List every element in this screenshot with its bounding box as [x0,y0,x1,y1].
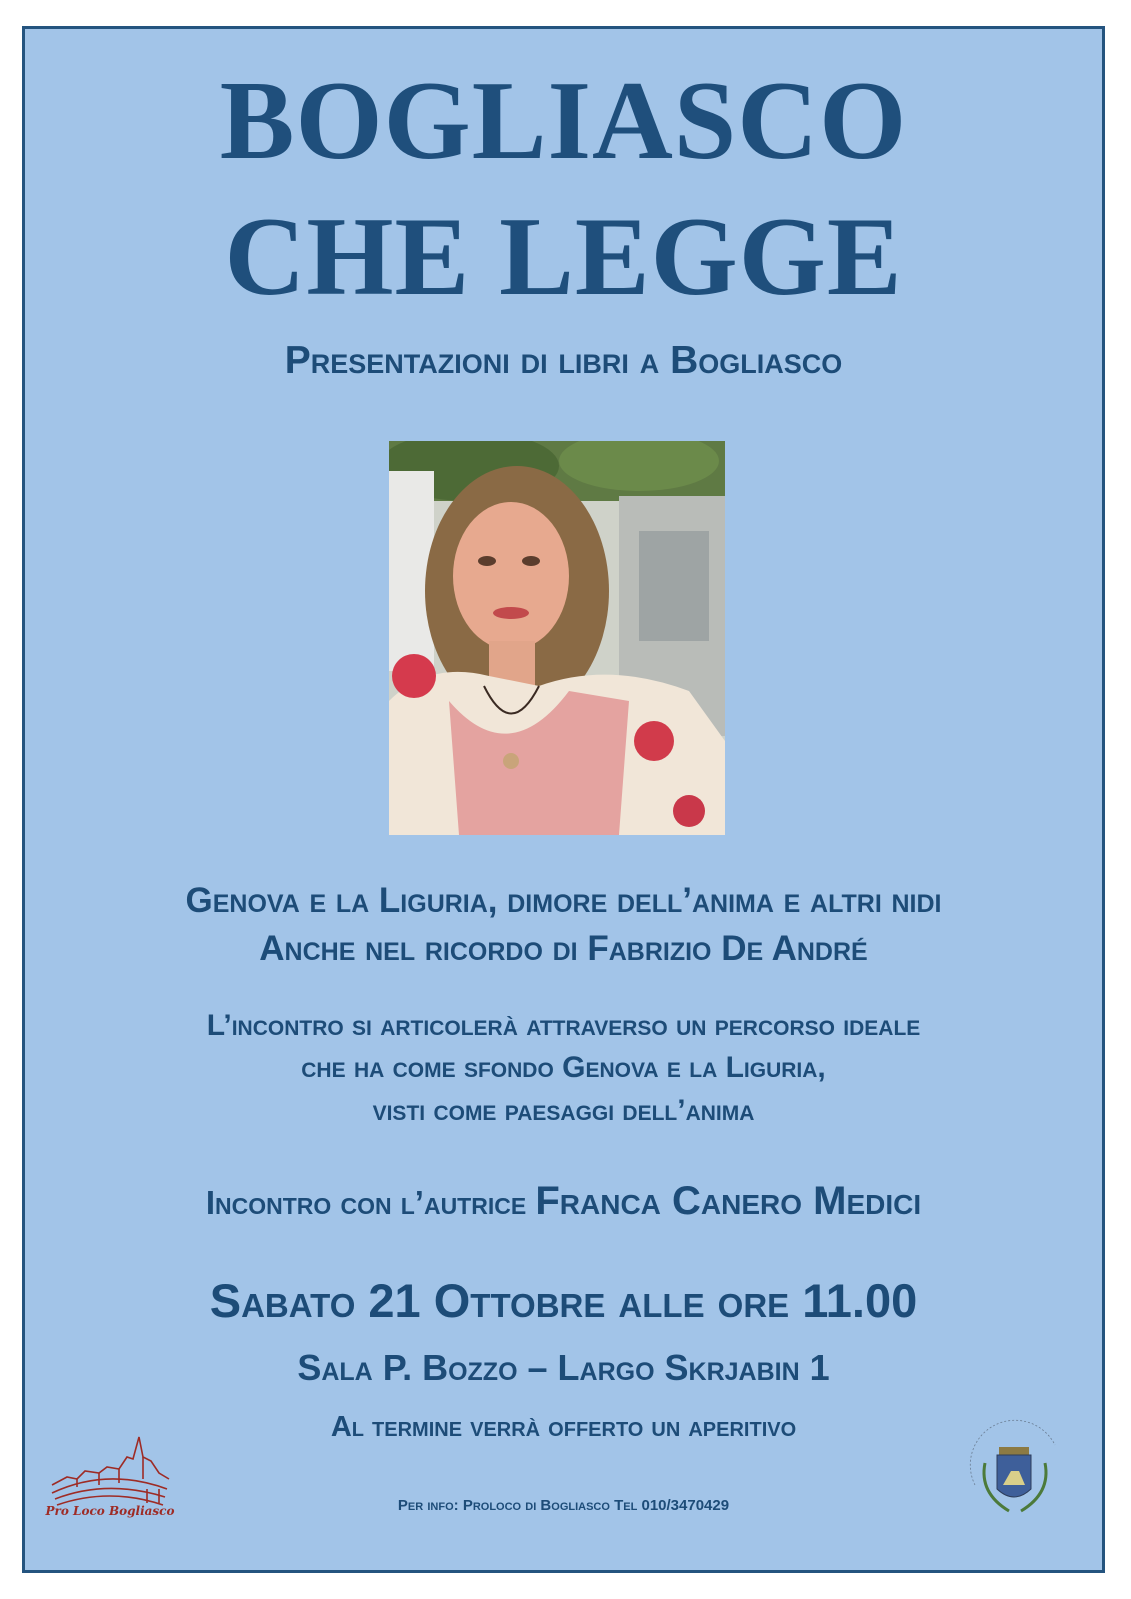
poster-subtitle: Presentazioni di libri a Bogliasco [284,339,843,382]
contact-info: Per info: Proloco di Bogliasco Tel 010/3470429 [397,1497,730,1514]
description-line3: visti come paesaggi dell’anima [372,1094,755,1127]
author-photo [389,441,725,835]
author-line [25,1179,1102,1224]
pro-loco-logo-text: Pro Loco Bogliasco [45,1504,175,1518]
event-venue: Sala P. Bozzo – Largo Skrjabin 1 [297,1347,830,1388]
book-title-line2: Anche nel ricordo di Fabrizio De André [259,929,868,968]
description-line1: L’incontro si articolerà attraverso un percorso ideale [206,1009,921,1042]
poster-title-line1: BOGLIASCO [219,59,908,183]
patto-lettura-logo [961,1415,1069,1525]
poster-title-line2: CHE LEGGE [224,195,903,319]
author-intro: Incontro con l’autrice [205,1184,527,1221]
event-date: Sabato 21 Ottobre alle ore 11.00 [209,1274,918,1327]
event-poster [22,26,1105,1573]
event-note: Al termine verrà offerto un aperitivo [330,1411,797,1443]
description-line2: che ha come sfondo Genova e la Liguria, [301,1051,826,1084]
book-title-line1: Genova e la Liguria, dimore dell’anima e altri nidi [185,881,942,920]
author-name: Franca Canero Medici [535,1179,922,1223]
